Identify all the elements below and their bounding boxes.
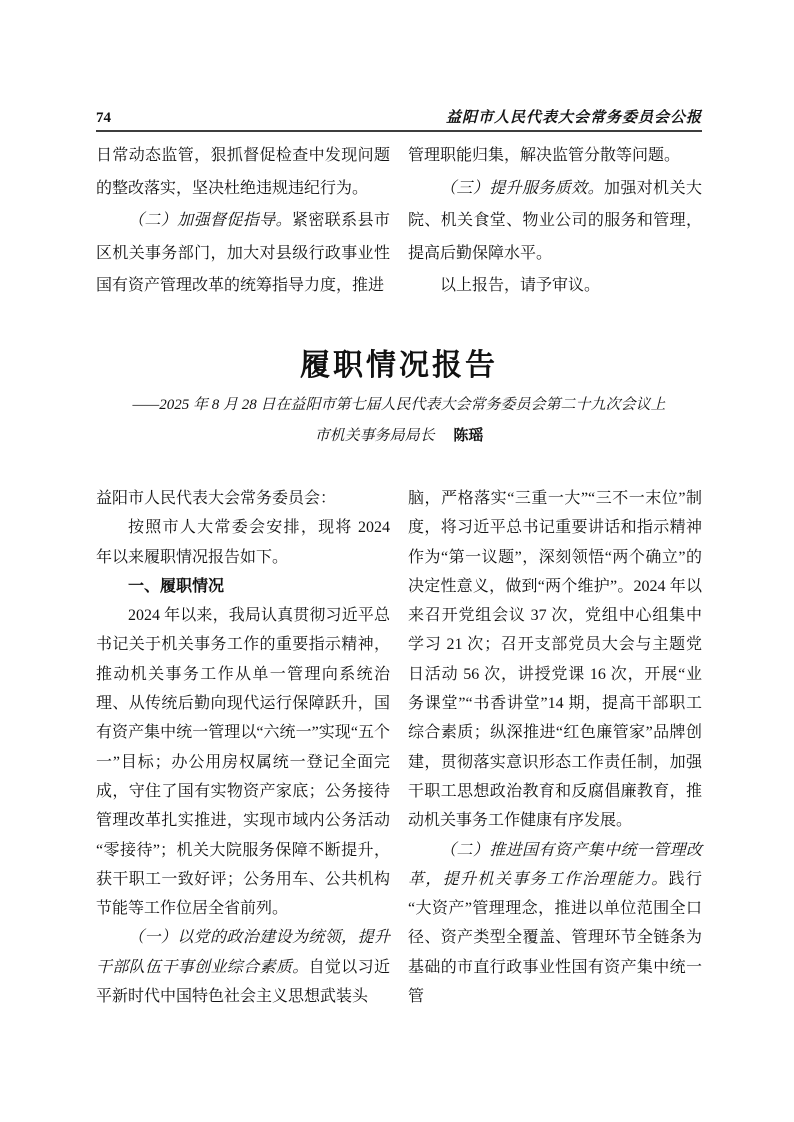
paragraph xyxy=(96,205,390,303)
author-line xyxy=(96,425,702,447)
paragraph xyxy=(96,923,390,1011)
text-run: （一）以党的政治建设为统领，提升干部队伍干事创业综合素质。 xyxy=(96,929,390,976)
paragraph xyxy=(96,513,390,572)
body-right-column xyxy=(408,484,702,1011)
text-run: （三）提升服务质效。 xyxy=(440,179,604,197)
previous-article-end xyxy=(96,140,702,303)
running-head xyxy=(96,106,702,132)
text-run: 加强对机关大院、机关食堂、物业公司的服务和管理，提高后勤保障水平。 xyxy=(408,179,702,262)
paragraph xyxy=(408,140,702,173)
paragraph xyxy=(96,484,390,513)
top-left-column xyxy=(96,140,390,303)
paragraph xyxy=(96,140,390,205)
author-role: 市机关事务局局长 xyxy=(314,428,435,444)
text-run: （二）加强督促指导。 xyxy=(128,212,292,230)
article-title-block xyxy=(96,346,702,447)
text-run: （二）推进国有资产集中统一管理改革，提升机关事务工作治理能力。 xyxy=(408,841,702,888)
paragraph xyxy=(408,173,702,271)
paragraph xyxy=(96,601,390,923)
text-run: 按照市人大常委会安排，现将 2024 年以来履职情况报告如下。 xyxy=(96,519,390,566)
text-run: 脑，严格落实“三重一大”“三不一末位”制度，将习近平总书记重要讲话和指示精神作为“第一议题”，深刻领悟“两个确立”的决定性意义，做到“两个维护”。2024 年以来召开党组会议 37 次，党组中心组集中学习 21 次；召开支部党员大会与主题党日活动 56 次，讲授党课 16 次，开展“业务课堂”“书香讲堂”14 期，提高干部职工综合素质；纵深推进“红色廉管家”品牌创建，贯彻落实意识形态工作责任制，加强干职工思想政治教育和反腐倡廉教育，推动机关事务工作健康有序发展。 xyxy=(408,490,702,830)
text-run: 以上报告，请予审议。 xyxy=(440,277,601,295)
text-run: 自觉以习近平新时代中国特色社会主义思想武装头 xyxy=(96,958,390,1006)
text-run: 紧密联系县市区机关事务部门，加大对县级行政事业性国有资产管理改革的统筹指导力度，推进 xyxy=(96,212,390,295)
paragraph xyxy=(96,572,390,601)
article-subtitle: ——2025 年 8 月 28 日在益阳市第七届人民代表大会常务委员会第二十九次会议上 xyxy=(132,397,666,413)
paragraph xyxy=(408,484,702,836)
text-run: 践行“大资产”管理理念，推进以单位范围全口径、资产类型全覆盖、管理环节全链条为基础的市直行政事业性国有资产集中统一管 xyxy=(408,870,702,1006)
article-body xyxy=(96,484,702,1011)
text-run: 管理职能归集，解决监管分散等问题。 xyxy=(408,147,681,164)
paragraph xyxy=(408,270,702,303)
author-name: 陈瑶 xyxy=(453,427,484,444)
top-right-column xyxy=(408,140,702,303)
body-left-column xyxy=(96,484,390,1011)
text-run: 一、履职情况 xyxy=(128,577,225,595)
text-run: 益阳市人民代表大会常务委员会： xyxy=(96,490,337,507)
article-title: 履职情况报告 xyxy=(300,349,498,382)
page-number: 74 xyxy=(96,110,111,126)
paragraph xyxy=(408,836,702,1012)
text-run: 日常动态监管，狠抓督促检查中发现问题的整改落实，坚决杜绝违规违纪行为。 xyxy=(96,147,390,197)
text-run: 2024 年以来，我局认真贯彻习近平总书记关于机关事务工作的重要指示精神，推动机关事务工作从单一管理向系统治理、从传统后勤向现代运行保障跃升，国有资产集中统一管理以“六统一”实现“五个一”目标；办公用房权属统一登记全面完成，守住了国有实物资产家底；公务接待管理改革扎实推进，实现市域内公务活动“零接待”；机关大院服务保障不断提升，获干职工一致好评；公务用车、公共机构节能等工作位居全省前列。 xyxy=(96,607,390,918)
gazette-title: 益阳市人民代表大会常务委员会公报 xyxy=(445,110,702,126)
